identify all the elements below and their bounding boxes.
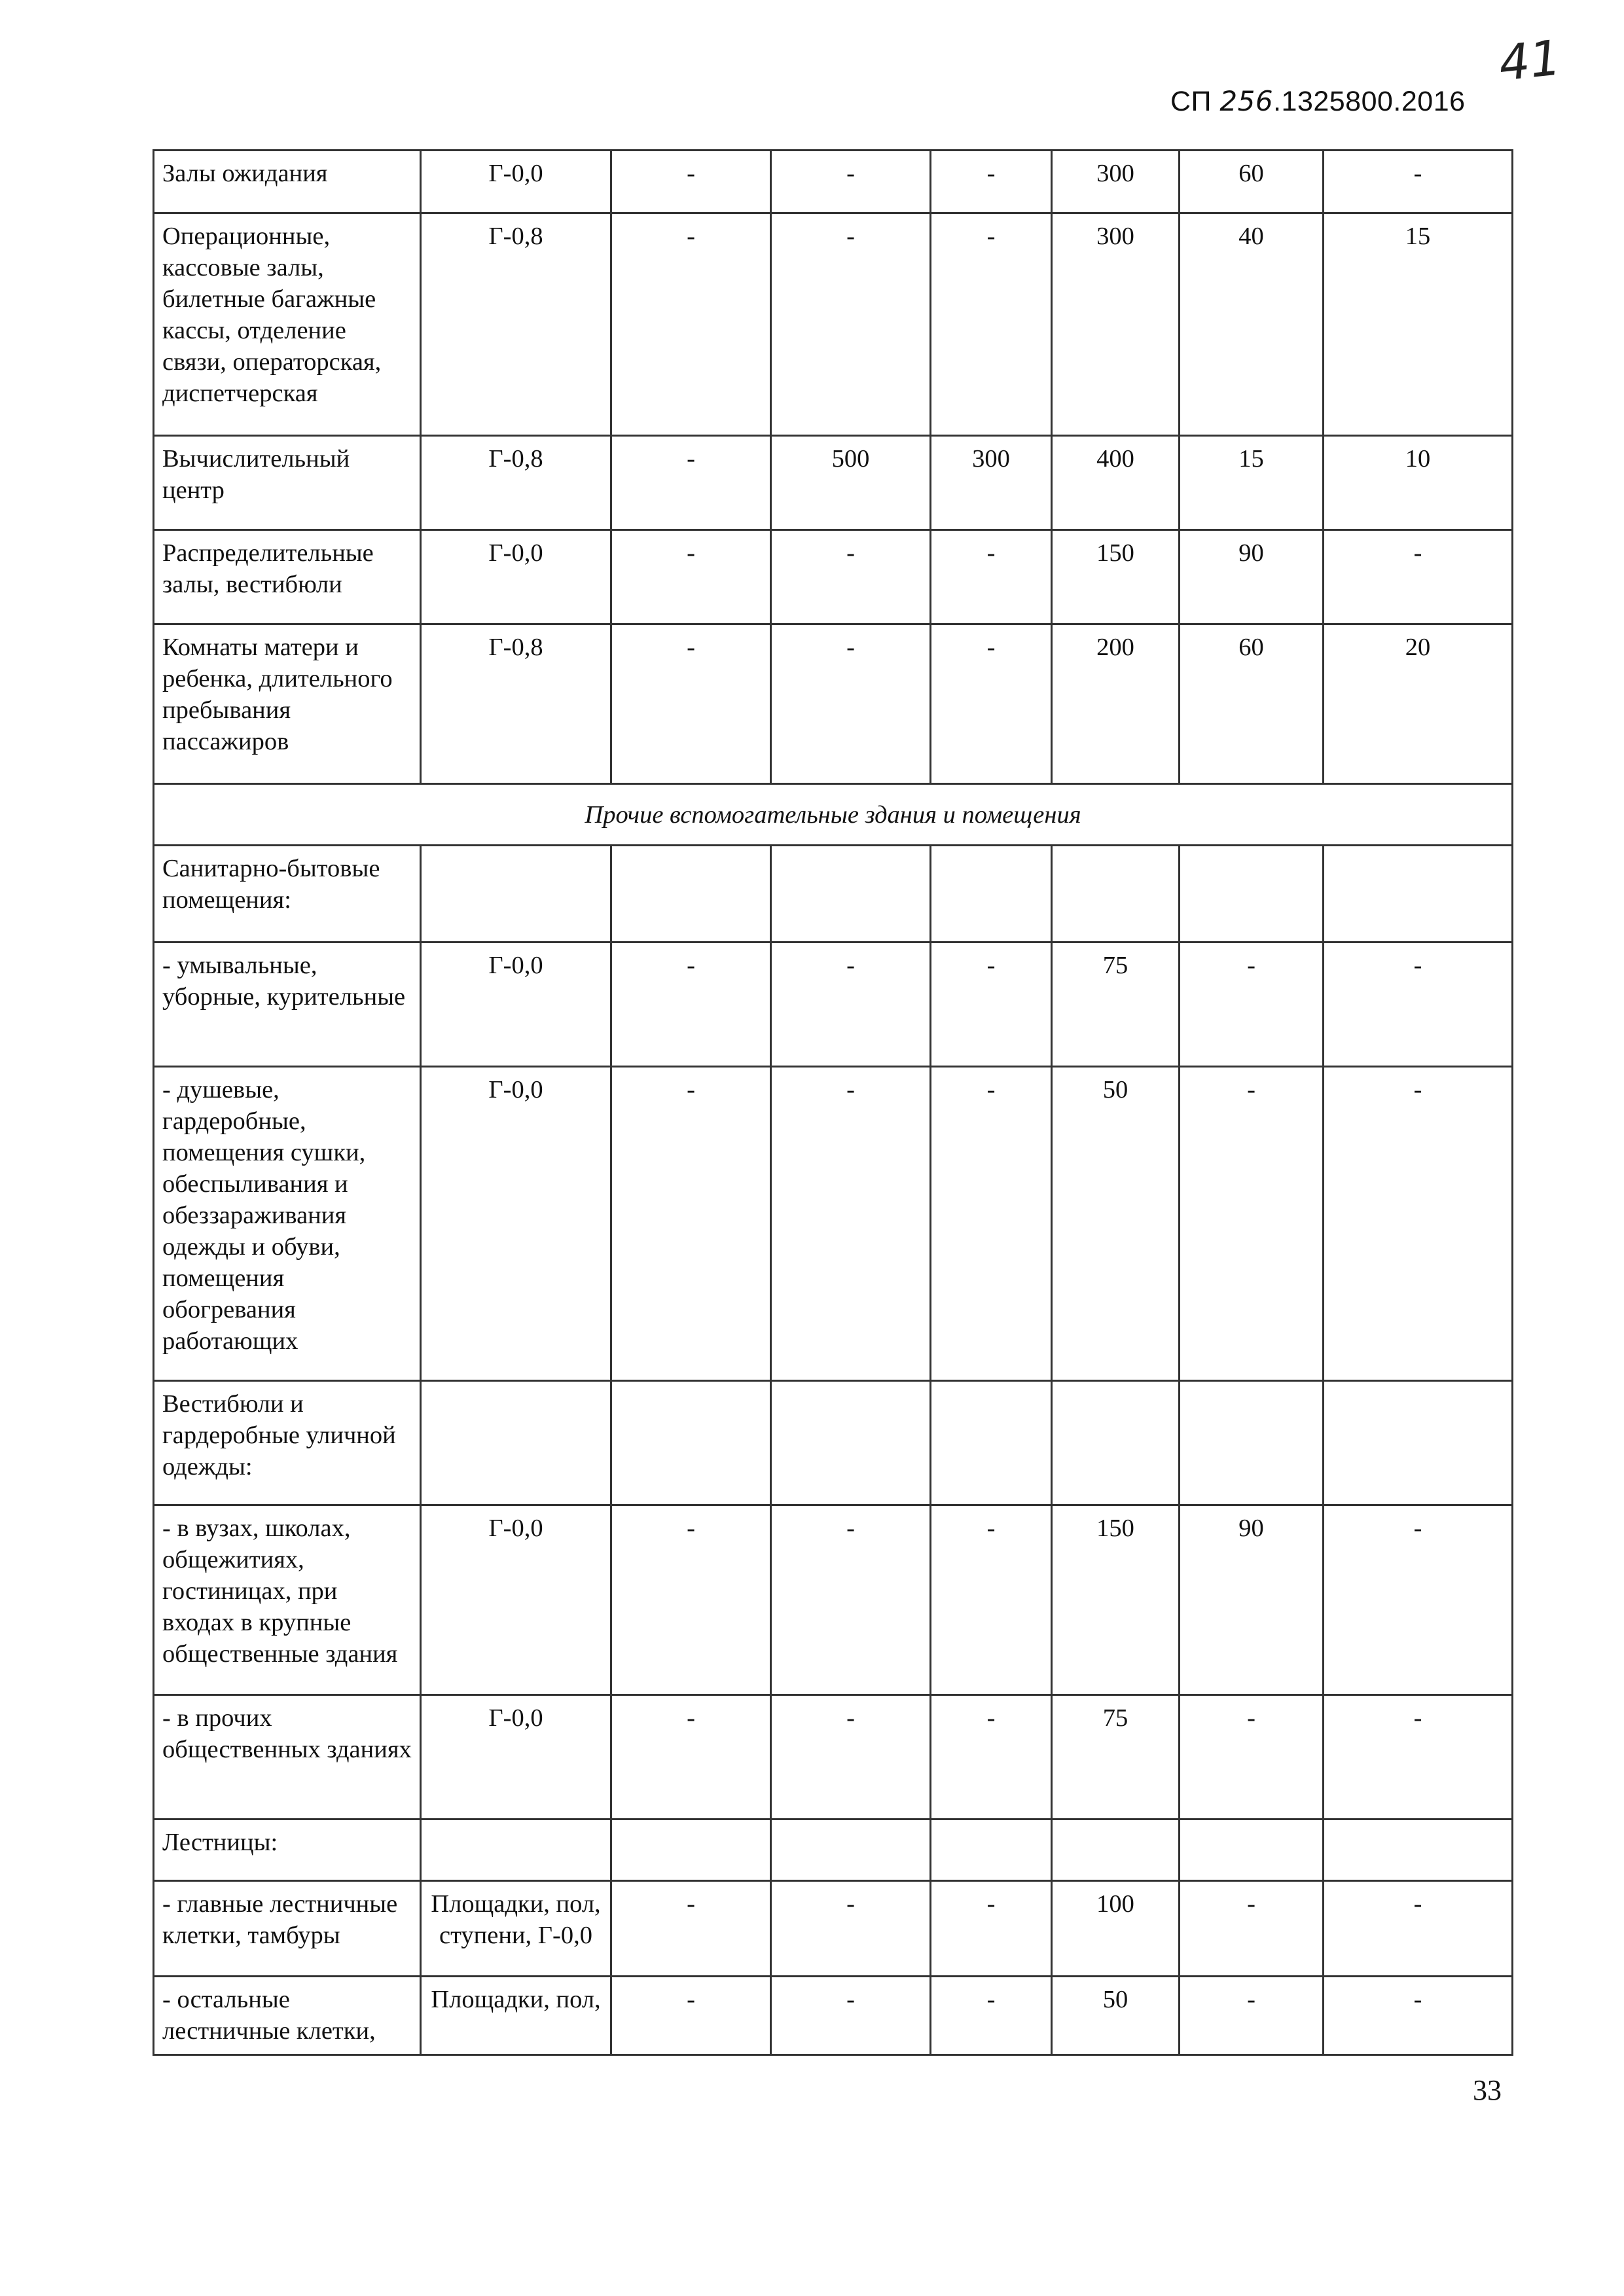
value-cell: - bbox=[1324, 1881, 1513, 1977]
value-cell: - bbox=[931, 1695, 1052, 1820]
value-cell bbox=[1180, 1381, 1324, 1505]
room-name-cell: Лестницы: bbox=[154, 1820, 421, 1881]
table-row bbox=[154, 1505, 1513, 1695]
value-cell bbox=[771, 1820, 931, 1881]
section-title: Прочие вспомогательные здания и помещения bbox=[154, 784, 1513, 846]
table-row bbox=[154, 942, 1513, 1067]
work-plane-cell: Г-0,0 bbox=[421, 530, 611, 624]
doc-code-suffix: .1325800.2016 bbox=[1273, 86, 1466, 117]
table-row bbox=[154, 436, 1513, 530]
value-cell: - bbox=[771, 1881, 931, 1977]
value-cell: - bbox=[611, 1695, 771, 1820]
value-cell: 15 bbox=[1324, 213, 1513, 436]
illuminance-cell: 150 bbox=[1052, 1505, 1180, 1695]
value-cell: - bbox=[1324, 1067, 1513, 1381]
value-cell: - bbox=[611, 530, 771, 624]
value-cell bbox=[1180, 846, 1324, 942]
work-plane-cell bbox=[421, 846, 611, 942]
work-plane-cell: Г-0,0 bbox=[421, 151, 611, 213]
value-cell: - bbox=[771, 1505, 931, 1695]
value-cell: 500 bbox=[771, 436, 931, 530]
room-name-cell: Вестибюли и гардеробные уличной одежды: bbox=[154, 1381, 421, 1505]
work-plane-cell bbox=[421, 1820, 611, 1881]
room-name-cell: - в вузах, школах, общежитиях, гостиницах, при входах в крупные общественные здания bbox=[154, 1505, 421, 1695]
value-cell: - bbox=[611, 1977, 771, 2055]
value-cell: - bbox=[771, 530, 931, 624]
table-row bbox=[154, 1820, 1513, 1881]
value-cell: - bbox=[931, 942, 1052, 1067]
value-cell: - bbox=[611, 1067, 771, 1381]
handwritten-page-mark: 41 bbox=[1496, 29, 1564, 92]
section-row bbox=[154, 784, 1513, 846]
illuminance-cell bbox=[1052, 846, 1180, 942]
value-cell bbox=[1324, 1820, 1513, 1881]
value-cell bbox=[771, 846, 931, 942]
value-cell: - bbox=[1324, 530, 1513, 624]
doc-code-handwritten: 256 bbox=[1219, 85, 1274, 117]
room-name-cell: - главные лестничные клетки, тамбуры bbox=[154, 1881, 421, 1977]
value-cell: 40 bbox=[1180, 213, 1324, 436]
value-cell bbox=[1180, 1820, 1324, 1881]
illuminance-cell bbox=[1052, 1381, 1180, 1505]
table-row bbox=[154, 1381, 1513, 1505]
illuminance-cell: 200 bbox=[1052, 624, 1180, 784]
value-cell: - bbox=[1180, 1067, 1324, 1381]
value-cell: - bbox=[931, 530, 1052, 624]
value-cell: - bbox=[931, 1977, 1052, 2055]
work-plane-cell: Г-0,0 bbox=[421, 1695, 611, 1820]
room-name-cell: Вычислительный центр bbox=[154, 436, 421, 530]
table-row bbox=[154, 846, 1513, 942]
room-name-cell: Распределительные залы, вестибюли bbox=[154, 530, 421, 624]
work-plane-cell: Г-0,8 bbox=[421, 213, 611, 436]
room-name-cell: Залы ожидания bbox=[154, 151, 421, 213]
value-cell: - bbox=[1180, 1977, 1324, 2055]
illuminance-cell bbox=[1052, 1820, 1180, 1881]
value-cell: - bbox=[771, 1067, 931, 1381]
illuminance-cell: 150 bbox=[1052, 530, 1180, 624]
table-row bbox=[154, 1977, 1513, 2055]
work-plane-cell bbox=[421, 1381, 611, 1505]
room-name-cell: - душевые, гардеробные, помещения сушки, обеспыливания и обеззараживания одежды и обуви, помещения обогревания работающих bbox=[154, 1067, 421, 1381]
value-cell: 15 bbox=[1180, 436, 1324, 530]
value-cell: 90 bbox=[1180, 1505, 1324, 1695]
value-cell bbox=[931, 846, 1052, 942]
room-name-cell: - в прочих общественных зданиях bbox=[154, 1695, 421, 1820]
illuminance-cell: 75 bbox=[1052, 942, 1180, 1067]
value-cell: - bbox=[1180, 1695, 1324, 1820]
room-name-cell: - умывальные, уборные, курительные bbox=[154, 942, 421, 1067]
work-plane-cell: Г-0,8 bbox=[421, 624, 611, 784]
illuminance-cell: 50 bbox=[1052, 1067, 1180, 1381]
value-cell: - bbox=[771, 1695, 931, 1820]
table-row bbox=[154, 530, 1513, 624]
room-name-cell: Комнаты матери и ребенка, длительного пребывания пассажиров bbox=[154, 624, 421, 784]
illuminance-cell: 75 bbox=[1052, 1695, 1180, 1820]
room-name-cell: Операционные, кассовые залы, билетные багажные кассы, отделение связи, операторская, диспетчерская bbox=[154, 213, 421, 436]
value-cell: - bbox=[1180, 1881, 1324, 1977]
work-plane-cell: Г-0,0 bbox=[421, 1067, 611, 1381]
value-cell: - bbox=[611, 1881, 771, 1977]
value-cell: - bbox=[771, 942, 931, 1067]
table-row bbox=[154, 213, 1513, 436]
value-cell: 60 bbox=[1180, 624, 1324, 784]
value-cell: - bbox=[1324, 151, 1513, 213]
value-cell: - bbox=[611, 213, 771, 436]
value-cell: - bbox=[1324, 1695, 1513, 1820]
document-code bbox=[1170, 85, 1466, 118]
value-cell: - bbox=[771, 1977, 931, 2055]
work-plane-cell: Площадки, пол, bbox=[421, 1977, 611, 2055]
value-cell: - bbox=[931, 151, 1052, 213]
work-plane-cell: Г-0,8 bbox=[421, 436, 611, 530]
value-cell: - bbox=[771, 624, 931, 784]
value-cell: - bbox=[1324, 1977, 1513, 2055]
value-cell: - bbox=[611, 624, 771, 784]
illuminance-cell: 100 bbox=[1052, 1881, 1180, 1977]
value-cell: - bbox=[611, 151, 771, 213]
value-cell bbox=[931, 1820, 1052, 1881]
value-cell: - bbox=[611, 1505, 771, 1695]
value-cell: 90 bbox=[1180, 530, 1324, 624]
illuminance-cell: 300 bbox=[1052, 213, 1180, 436]
table-body bbox=[154, 151, 1513, 2055]
lighting-norms-table bbox=[153, 149, 1513, 2056]
illuminance-cell: 300 bbox=[1052, 151, 1180, 213]
value-cell: - bbox=[611, 942, 771, 1067]
value-cell bbox=[771, 1381, 931, 1505]
value-cell bbox=[611, 1820, 771, 1881]
illuminance-cell: 50 bbox=[1052, 1977, 1180, 2055]
table-row bbox=[154, 1695, 1513, 1820]
work-plane-cell: Г-0,0 bbox=[421, 942, 611, 1067]
work-plane-cell: Г-0,0 bbox=[421, 1505, 611, 1695]
work-plane-cell: Площадки, пол, ступени, Г-0,0 bbox=[421, 1881, 611, 1977]
value-cell: - bbox=[931, 1067, 1052, 1381]
value-cell bbox=[931, 1381, 1052, 1505]
table-row bbox=[154, 624, 1513, 784]
doc-code-prefix: СП bbox=[1170, 86, 1220, 117]
value-cell: - bbox=[931, 213, 1052, 436]
value-cell: 300 bbox=[931, 436, 1052, 530]
room-name-cell: Санитарно-бытовые помещения: bbox=[154, 846, 421, 942]
value-cell: - bbox=[1324, 942, 1513, 1067]
value-cell bbox=[1324, 846, 1513, 942]
table-row bbox=[154, 1067, 1513, 1381]
table-row bbox=[154, 151, 1513, 213]
value-cell: - bbox=[771, 213, 931, 436]
value-cell bbox=[611, 1381, 771, 1505]
value-cell bbox=[611, 846, 771, 942]
value-cell: 10 bbox=[1324, 436, 1513, 530]
value-cell: - bbox=[1180, 942, 1324, 1067]
value-cell: 60 bbox=[1180, 151, 1324, 213]
value-cell: - bbox=[611, 436, 771, 530]
page-number: 33 bbox=[1473, 2074, 1502, 2106]
value-cell: - bbox=[771, 151, 931, 213]
value-cell: - bbox=[931, 624, 1052, 784]
value-cell: - bbox=[931, 1881, 1052, 1977]
value-cell: 20 bbox=[1324, 624, 1513, 784]
value-cell bbox=[1324, 1381, 1513, 1505]
table-row bbox=[154, 1881, 1513, 1977]
value-cell: - bbox=[1324, 1505, 1513, 1695]
value-cell: - bbox=[931, 1505, 1052, 1695]
illuminance-cell: 400 bbox=[1052, 436, 1180, 530]
room-name-cell: - остальные лестничные клетки, bbox=[154, 1977, 421, 2055]
